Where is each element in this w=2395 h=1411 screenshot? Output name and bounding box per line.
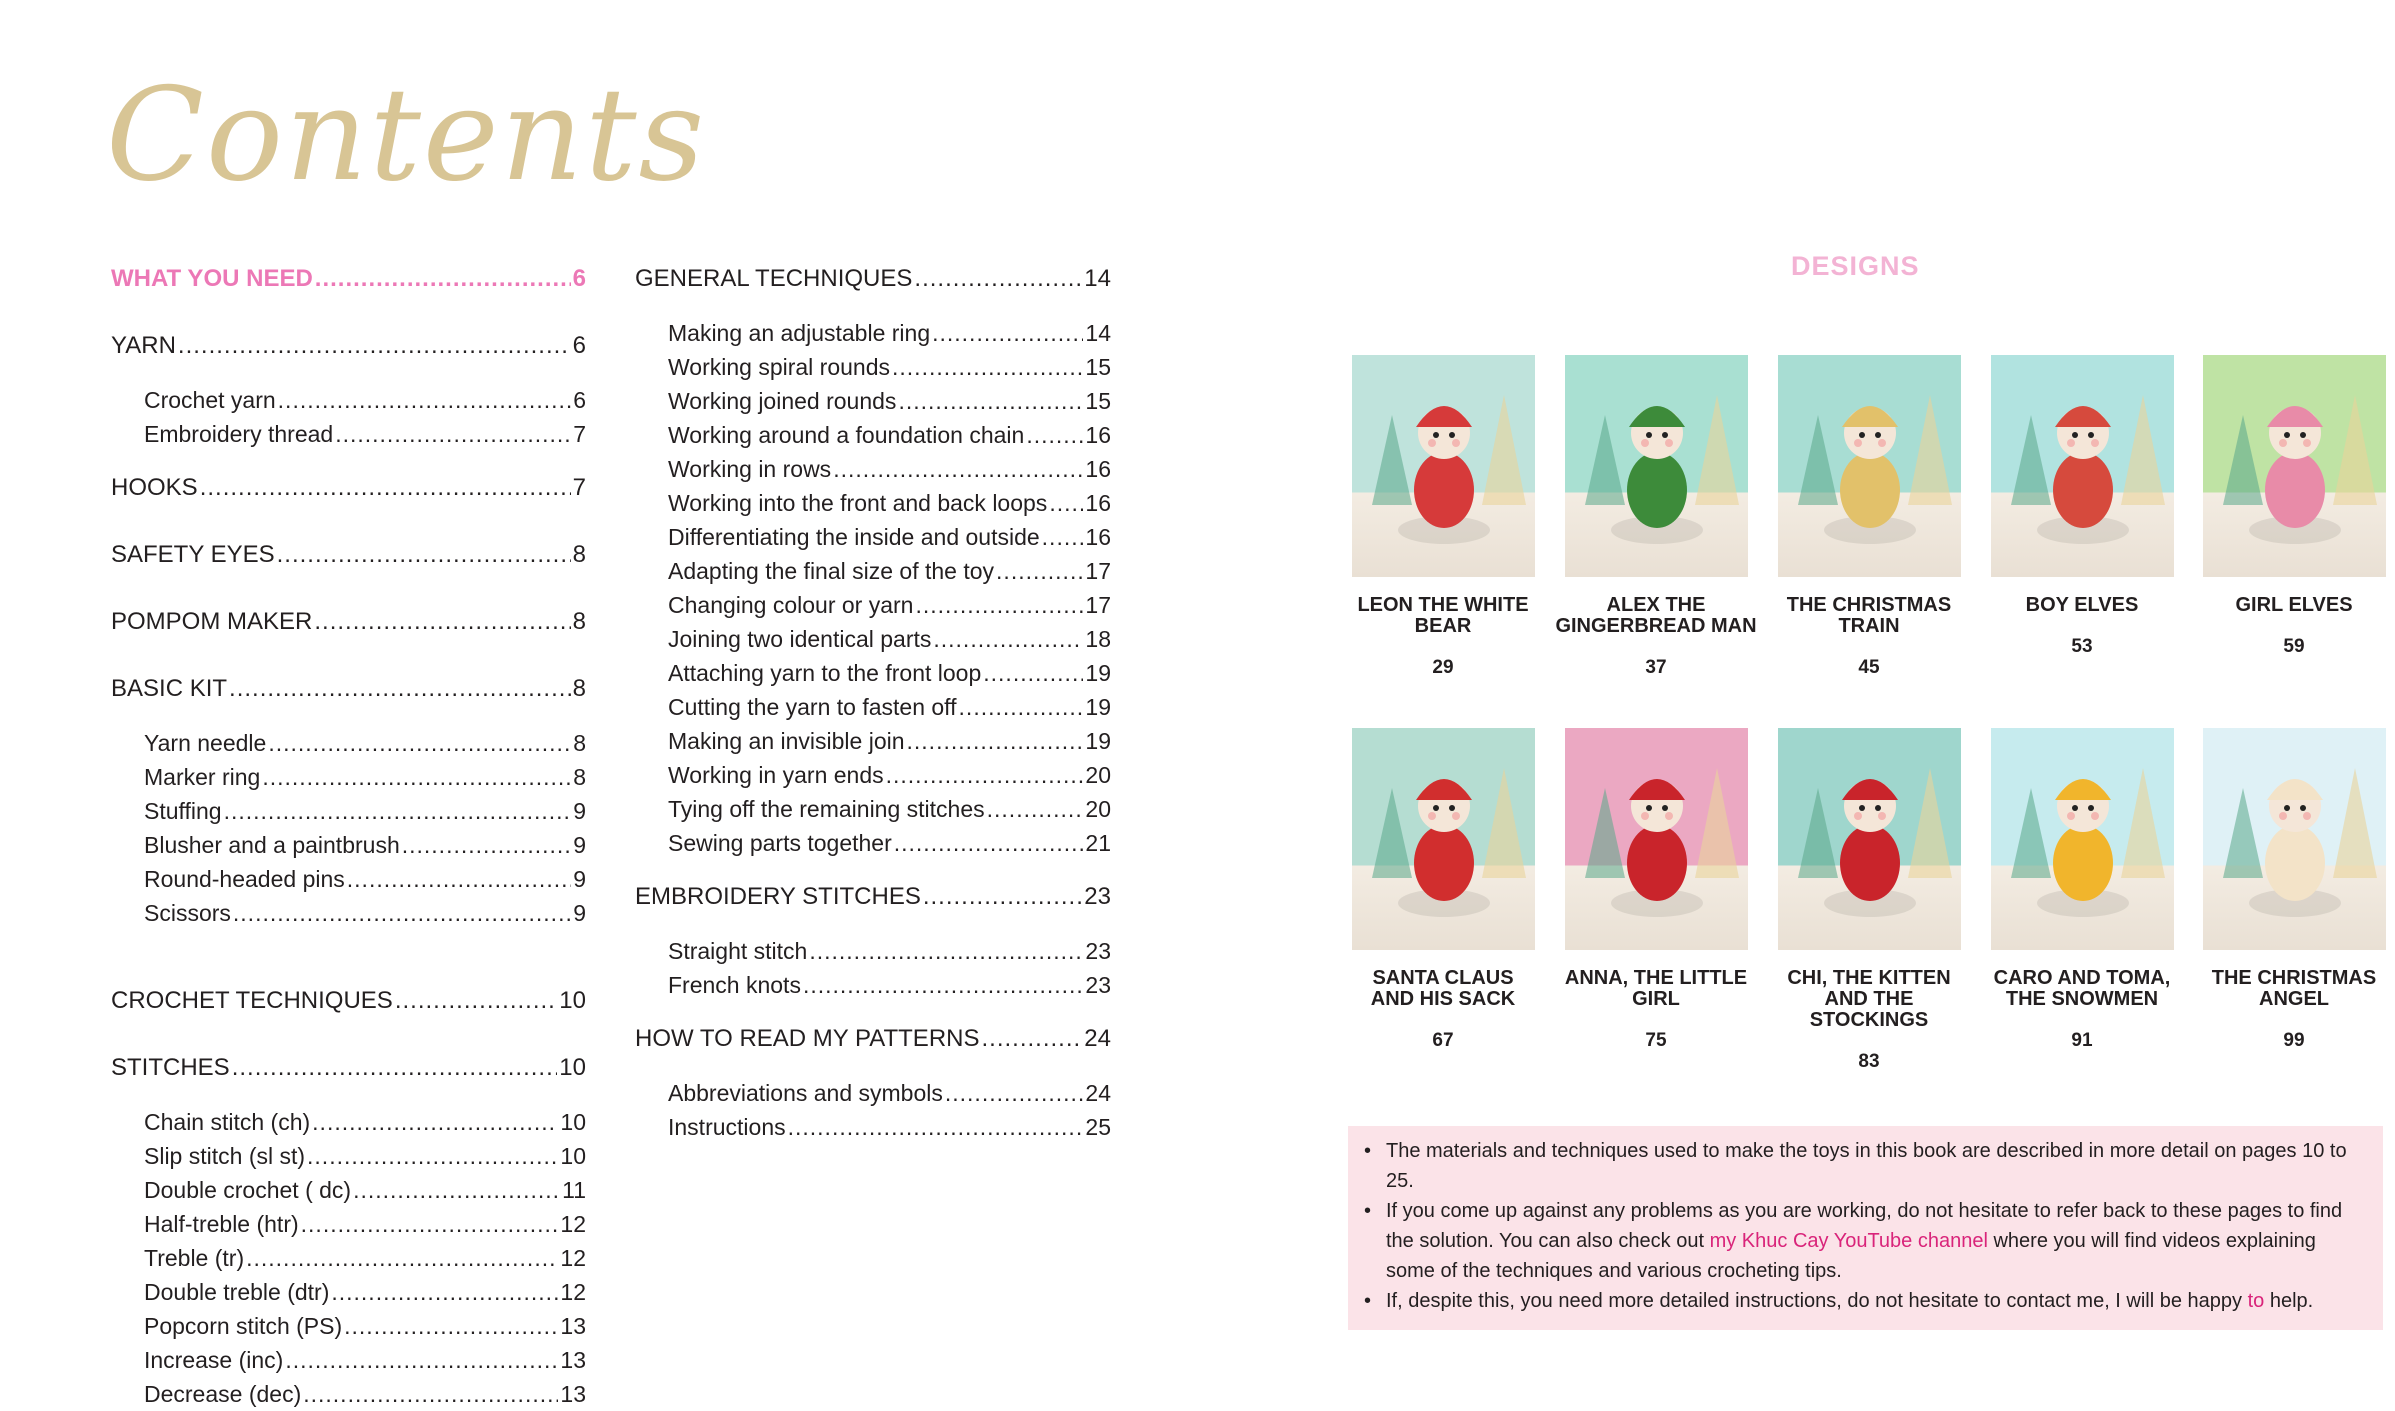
toc-spacer [111, 572, 586, 605]
toc-entry-title: Embroidery thread [144, 421, 334, 447]
design-title-line: SANTA CLAUS [1372, 967, 1514, 989]
toc-page-number: 10 [560, 1143, 586, 1169]
toc-page-number: 24 [1084, 1025, 1111, 1052]
toc-section-entry[interactable] [111, 984, 586, 1018]
toc-page-number: 15 [1085, 388, 1111, 414]
toc-entry-title: Working joined rounds [668, 388, 897, 414]
toc-dot-leader [923, 880, 1082, 914]
design-card[interactable] [1972, 355, 2192, 658]
toc-spacer [635, 860, 1111, 880]
note-item: • The materials and techniques used to make the toys in this book are described in more detail on pages 10 to 25. [1386, 1136, 2367, 1196]
toc-dot-leader [996, 554, 1083, 588]
toc-page-number: 12 [560, 1211, 586, 1237]
toc-page-number: 21 [1085, 830, 1111, 856]
toc-subsection-entry[interactable] [635, 758, 1111, 792]
toc-subsection-entry[interactable] [111, 1207, 586, 1241]
design-title-line: THE SNOWMEN [2005, 988, 2159, 1010]
toc-subsection-entry[interactable] [111, 862, 586, 896]
design-photo[interactable] [1991, 728, 2174, 950]
toc-spacer [111, 1085, 586, 1105]
youtube-channel-link[interactable]: my Khuc Cay YouTube channel [1709, 1230, 1988, 1252]
toc-page-number: 12 [560, 1245, 586, 1271]
toc-entry-title: Double treble (dtr) [144, 1279, 330, 1305]
design-title [1546, 968, 1766, 1010]
design-page-number: 53 [2071, 636, 2093, 657]
toc-subsection-entry[interactable] [111, 1309, 586, 1343]
toc-page-number: 8 [573, 730, 586, 756]
toc-page-number: 9 [573, 866, 586, 892]
toc-entry-title: EMBROIDERY STITCHES [635, 883, 921, 910]
design-title-line: THE CHRISTMAS [2211, 967, 2377, 989]
toc-dot-leader [886, 758, 1084, 792]
toc-dot-leader [301, 1207, 559, 1241]
toc-spacer [635, 296, 1111, 316]
toc-dot-leader [262, 760, 571, 794]
toc-subsection-entry[interactable] [635, 826, 1111, 860]
design-title-line: LEON THE WHITE [1357, 594, 1529, 616]
toc-entry-title: Working around a foundation chain [668, 422, 1025, 448]
toc-subsection-entry[interactable] [111, 1343, 586, 1377]
design-title-line: AND THE [1824, 988, 1914, 1010]
toc-column-2 [635, 262, 1111, 1144]
toc-page-number: 10 [559, 987, 586, 1014]
toc-dot-leader [402, 828, 571, 862]
toc-page-number: 16 [1085, 456, 1111, 482]
toc-entry-title: Instructions [668, 1114, 786, 1140]
toc-page-number: 8 [573, 764, 586, 790]
design-card[interactable] [1546, 355, 1766, 679]
toc-subsection-entry[interactable] [111, 383, 586, 417]
toc-page-number: 9 [573, 832, 586, 858]
toc-page-number: 23 [1085, 938, 1111, 964]
toc-dot-leader [892, 350, 1083, 384]
toc-subsection-entry[interactable] [635, 622, 1111, 656]
toc-dot-leader [833, 452, 1083, 486]
design-photo[interactable] [2203, 728, 2386, 950]
design-title-line: ALEX THE [1606, 594, 1706, 616]
design-card[interactable] [1333, 728, 1553, 1052]
toc-page-number: 20 [1085, 796, 1111, 822]
toc-dot-leader [347, 862, 571, 896]
designs-heading: DESIGNS [1791, 251, 1920, 281]
toc-entry-title: Marker ring [144, 764, 261, 790]
toc-dot-leader [981, 1022, 1082, 1056]
design-title [1333, 595, 1553, 637]
toc-subsection-entry[interactable] [635, 384, 1111, 418]
toc-page-number: 7 [572, 474, 586, 501]
toc-dot-leader [312, 1105, 558, 1139]
toc-subsection-entry[interactable] [111, 760, 586, 794]
toc-entry-title: BASIC KIT [111, 675, 228, 702]
toc-column-1 [111, 262, 586, 1411]
design-page-number: 83 [1858, 1051, 1880, 1072]
design-title-line: BEAR [1414, 615, 1472, 637]
toc-page-number: 6 [573, 387, 586, 413]
design-card[interactable] [1333, 355, 1553, 679]
toc-subsection-entry[interactable] [635, 968, 1111, 1002]
design-card[interactable] [1546, 728, 1766, 1052]
toc-section-entry[interactable] [111, 605, 586, 639]
toc-dot-leader [898, 384, 1083, 418]
toc-page-number: 16 [1085, 422, 1111, 448]
toc-section-entry[interactable] [111, 672, 586, 706]
design-card[interactable] [2184, 728, 2395, 1052]
toc-subsection-entry[interactable] [111, 828, 586, 862]
toc-page-number: 24 [1085, 1080, 1111, 1106]
design-page-number: 67 [1432, 1030, 1454, 1051]
toc-subsection-entry[interactable] [635, 690, 1111, 724]
toc-entry-title: CROCHET TECHNIQUES [111, 987, 393, 1014]
design-page-number: 91 [2071, 1030, 2093, 1051]
toc-entry-title: SAFETY EYES [111, 541, 275, 568]
design-title-line: THE CHRISTMAS [1786, 594, 1952, 616]
toc-section-entry[interactable] [635, 880, 1111, 914]
toc-section-entry[interactable] [111, 471, 586, 505]
toc-entry-title: Crochet yarn [144, 387, 276, 413]
design-title [2184, 595, 2395, 616]
design-photo[interactable] [1565, 355, 1748, 577]
toc-entry-title: POMPOM MAKER [111, 608, 313, 635]
toc-dot-leader [788, 1110, 1084, 1144]
toc-dot-leader [246, 1241, 558, 1275]
toc-page-number: 6 [572, 265, 586, 292]
design-title [1333, 968, 1553, 1010]
design-photo[interactable] [1778, 728, 1961, 950]
toc-page-number: 13 [560, 1381, 586, 1407]
toc-dot-leader [344, 1309, 558, 1343]
toc-subsection-entry[interactable] [635, 520, 1111, 554]
toc-section-entry[interactable] [635, 1022, 1111, 1056]
toc-subsection-entry[interactable] [111, 726, 586, 760]
design-photo[interactable] [1778, 355, 1961, 577]
toc-subsection-entry[interactable] [111, 1173, 586, 1207]
toc-page-number: 17 [1085, 558, 1111, 584]
design-title [1972, 968, 2192, 1010]
toc-entry-title: Double crochet ( dc) [144, 1177, 352, 1203]
contact-link[interactable]: to [2247, 1290, 2265, 1312]
toc-dot-leader [233, 896, 571, 930]
toc-entry-title: Yarn needle [144, 730, 267, 756]
toc-dot-leader [232, 1051, 558, 1085]
toc-dot-leader [1042, 520, 1084, 554]
design-title-line: CHI, THE KITTEN [1787, 967, 1951, 989]
toc-dot-leader [915, 588, 1083, 622]
design-title-line: AND HIS SACK [1370, 988, 1516, 1010]
toc-page-number: 8 [572, 541, 586, 568]
toc-dot-leader [229, 672, 571, 706]
toc-page-number: 8 [572, 675, 586, 702]
toc-entry-title: Decrease (dec) [144, 1381, 302, 1407]
note-item: • If you come up against any problems as you are working, do not hesitate to refer back to these pages to find the solution. You can also check out my Khuc Cay YouTube channel where you will find videos explaining some of the techniques and various crocheting tips. [1386, 1196, 2367, 1286]
toc-dot-leader [914, 262, 1082, 296]
toc-page-number: 14 [1084, 265, 1111, 292]
design-title-line: ANNA, THE LITTLE [1564, 967, 1748, 989]
toc-page-number: 9 [573, 798, 586, 824]
toc-page-number: 19 [1085, 660, 1111, 686]
toc-subsection-entry[interactable] [111, 1275, 586, 1309]
toc-subsection-entry[interactable] [635, 418, 1111, 452]
toc-dot-leader [959, 690, 1084, 724]
note-item: • If, despite this, you need more detailed instructions, do not hesitate to contact me, I will be happy to help. [1386, 1286, 2367, 1316]
info-note [1348, 1126, 2383, 1330]
toc-page-number: 9 [573, 900, 586, 926]
toc-entry-title: Treble (tr) [144, 1245, 245, 1271]
toc-spacer [111, 505, 586, 538]
toc-section-entry[interactable] [111, 538, 586, 572]
toc-spacer [111, 451, 586, 471]
toc-entry-title: Making an invisible join [668, 728, 905, 754]
toc-section-entry[interactable] [111, 262, 586, 296]
toc-dot-leader [1049, 486, 1083, 520]
toc-spacer [111, 1018, 586, 1051]
design-title [1972, 595, 2192, 616]
toc-subsection-entry[interactable] [635, 1110, 1111, 1144]
toc-dot-leader [1026, 418, 1083, 452]
toc-entry-title: French knots [668, 972, 801, 998]
toc-entry-title: Abbreviations and symbols [668, 1080, 943, 1106]
design-card[interactable] [1972, 728, 2192, 1052]
design-card[interactable] [1759, 728, 1979, 1073]
toc-entry-title: Tying off the remaining stitches [668, 796, 985, 822]
toc-entry-title: Straight stitch [668, 938, 808, 964]
toc-dot-leader [315, 262, 571, 296]
toc-entry-title: Scissors [144, 900, 231, 926]
toc-dot-leader [335, 417, 571, 451]
toc-section-entry[interactable] [111, 329, 586, 363]
toc-dot-leader [983, 656, 1083, 690]
toc-page-number: 25 [1085, 1114, 1111, 1140]
toc-page-number: 11 [562, 1177, 586, 1203]
toc-dot-leader [314, 605, 570, 639]
toc-dot-leader [395, 984, 557, 1018]
toc-entry-title: Slip stitch (sl st) [144, 1143, 306, 1169]
toc-page-number: 19 [1085, 694, 1111, 720]
toc-entry-title: Attaching yarn to the front loop [668, 660, 982, 686]
toc-entry-title: Chain stitch (ch) [144, 1109, 311, 1135]
toc-spacer [635, 914, 1111, 934]
toc-page-number: 23 [1085, 972, 1111, 998]
design-page-number: 75 [1645, 1030, 1667, 1051]
design-photo[interactable] [1352, 728, 1535, 950]
toc-entry-title: Popcorn stitch (PS) [144, 1313, 343, 1339]
toc-page-number: 13 [560, 1313, 586, 1339]
toc-entry-title: Increase (inc) [144, 1347, 284, 1373]
toc-dot-leader [303, 1377, 558, 1411]
toc-subsection-entry[interactable] [635, 554, 1111, 588]
design-photo[interactable] [2203, 355, 2386, 577]
toc-dot-leader [224, 794, 572, 828]
design-title-line: ANGEL [2259, 988, 2329, 1010]
design-page-number: 37 [1645, 657, 1667, 678]
toc-entry-title: Working spiral rounds [668, 354, 891, 380]
toc-page-number: 16 [1085, 524, 1111, 550]
toc-subsection-entry[interactable] [111, 1377, 586, 1411]
toc-dot-leader [932, 316, 1083, 350]
toc-subsection-entry[interactable] [111, 1139, 586, 1173]
toc-spacer [635, 1056, 1111, 1076]
design-title-line: BOY ELVES [2025, 594, 2139, 616]
toc-page-number: 18 [1085, 626, 1111, 652]
toc-page-number: 13 [560, 1347, 586, 1373]
toc-entry-title: GENERAL TECHNIQUES [635, 265, 913, 292]
toc-entry-title: Working in rows [668, 456, 832, 482]
toc-page-number: 8 [572, 608, 586, 635]
toc-dot-leader [178, 329, 571, 363]
toc-dot-leader [933, 622, 1083, 656]
toc-dot-leader [285, 1343, 558, 1377]
toc-entry-title: Joining two identical parts [668, 626, 932, 652]
toc-page-number: 19 [1085, 728, 1111, 754]
design-photo[interactable] [1352, 355, 1535, 577]
design-title-line: GIRL [1632, 988, 1680, 1010]
toc-entry-title: Differentiating the inside and outside [668, 524, 1040, 550]
toc-spacer [111, 930, 586, 984]
toc-page-number: 23 [1084, 883, 1111, 910]
toc-dot-leader [277, 538, 571, 572]
toc-page-number: 7 [573, 421, 586, 447]
toc-entry-title: HOOKS [111, 474, 198, 501]
toc-entry-title: Making an adjustable ring [668, 320, 931, 346]
design-title [1759, 968, 1979, 1031]
toc-subsection-entry[interactable] [635, 792, 1111, 826]
toc-subsection-entry[interactable] [635, 1076, 1111, 1110]
toc-dot-leader [987, 792, 1084, 826]
toc-subsection-entry[interactable] [635, 724, 1111, 758]
toc-subsection-entry[interactable] [635, 588, 1111, 622]
design-page-number: 99 [2283, 1030, 2305, 1051]
toc-spacer [111, 706, 586, 726]
toc-dot-leader [803, 968, 1083, 1002]
toc-spacer [111, 363, 586, 383]
toc-entry-title: Blusher and a paintbrush [144, 832, 400, 858]
design-card[interactable] [1759, 355, 1979, 679]
design-title-line: STOCKINGS [1809, 1009, 1929, 1031]
design-title-line: CARO AND TOMA, [1993, 967, 2171, 989]
toc-dot-leader [268, 726, 571, 760]
toc-entry-title: STITCHES [111, 1054, 230, 1081]
design-card[interactable] [2184, 355, 2395, 658]
toc-page-number: 6 [572, 332, 586, 359]
design-title-line: GINGERBREAD MAN [1555, 615, 1757, 637]
design-photo[interactable] [1565, 728, 1748, 950]
design-title-line: TRAIN [1838, 615, 1900, 637]
toc-dot-leader [907, 724, 1084, 758]
toc-entry-title: Working into the front and back loops [668, 490, 1048, 516]
design-page-number: 29 [1432, 657, 1454, 678]
toc-entry-title: Sewing parts together [668, 830, 892, 856]
design-title [1759, 595, 1979, 637]
toc-section-entry[interactable] [111, 1051, 586, 1085]
toc-entry-title: Stuffing [144, 798, 222, 824]
toc-entry-title: Round-headed pins [144, 866, 345, 892]
design-title [1546, 595, 1766, 637]
toc-dot-leader [307, 1139, 558, 1173]
design-title [2184, 968, 2395, 1010]
toc-dot-leader [331, 1275, 558, 1309]
toc-dot-leader [894, 826, 1084, 860]
toc-subsection-entry[interactable] [111, 417, 586, 451]
toc-entry-title: HOW TO READ MY PATTERNS [635, 1025, 980, 1052]
toc-page-number: 14 [1085, 320, 1111, 346]
toc-subsection-entry[interactable] [635, 452, 1111, 486]
toc-dot-leader [945, 1076, 1084, 1110]
toc-page-number: 17 [1085, 592, 1111, 618]
page-title: Contents [106, 61, 707, 210]
toc-entry-title: Adapting the final size of the toy [668, 558, 995, 584]
design-page-number: 45 [1858, 657, 1880, 678]
toc-spacer [111, 296, 586, 329]
toc-subsection-entry[interactable] [635, 934, 1111, 968]
toc-entry-title: YARN [111, 332, 176, 359]
toc-entry-title: Half-treble (htr) [144, 1211, 299, 1237]
toc-subsection-entry[interactable] [111, 896, 586, 930]
toc-dot-leader [200, 471, 571, 505]
toc-entry-title: Changing colour or yarn [668, 592, 914, 618]
toc-dot-leader [278, 383, 572, 417]
toc-section-entry[interactable] [635, 262, 1111, 296]
toc-page-number: 10 [559, 1054, 586, 1081]
toc-entry-title: Cutting the yarn to fasten off [668, 694, 957, 720]
toc-page-number: 20 [1085, 762, 1111, 788]
toc-entry-title: Working in yarn ends [668, 762, 884, 788]
toc-subsection-entry[interactable] [635, 656, 1111, 690]
toc-spacer [635, 1002, 1111, 1022]
toc-dot-leader [353, 1173, 560, 1207]
toc-page-number: 12 [560, 1279, 586, 1305]
toc-subsection-entry[interactable] [635, 486, 1111, 520]
toc-subsection-entry[interactable] [111, 1241, 586, 1275]
toc-page-number: 15 [1085, 354, 1111, 380]
toc-dot-leader [809, 934, 1083, 968]
toc-subsection-entry[interactable] [635, 316, 1111, 350]
toc-subsection-entry[interactable] [111, 1105, 586, 1139]
design-page-number: 59 [2283, 636, 2305, 657]
toc-page-number: 16 [1085, 490, 1111, 516]
toc-page-number: 10 [560, 1109, 586, 1135]
design-title-line: GIRL ELVES [2235, 594, 2353, 616]
design-photo[interactable] [1991, 355, 2174, 577]
toc-subsection-entry[interactable] [635, 350, 1111, 384]
toc-entry-title: WHAT YOU NEED [111, 265, 313, 292]
toc-subsection-entry[interactable] [111, 794, 586, 828]
toc-spacer [111, 639, 586, 672]
